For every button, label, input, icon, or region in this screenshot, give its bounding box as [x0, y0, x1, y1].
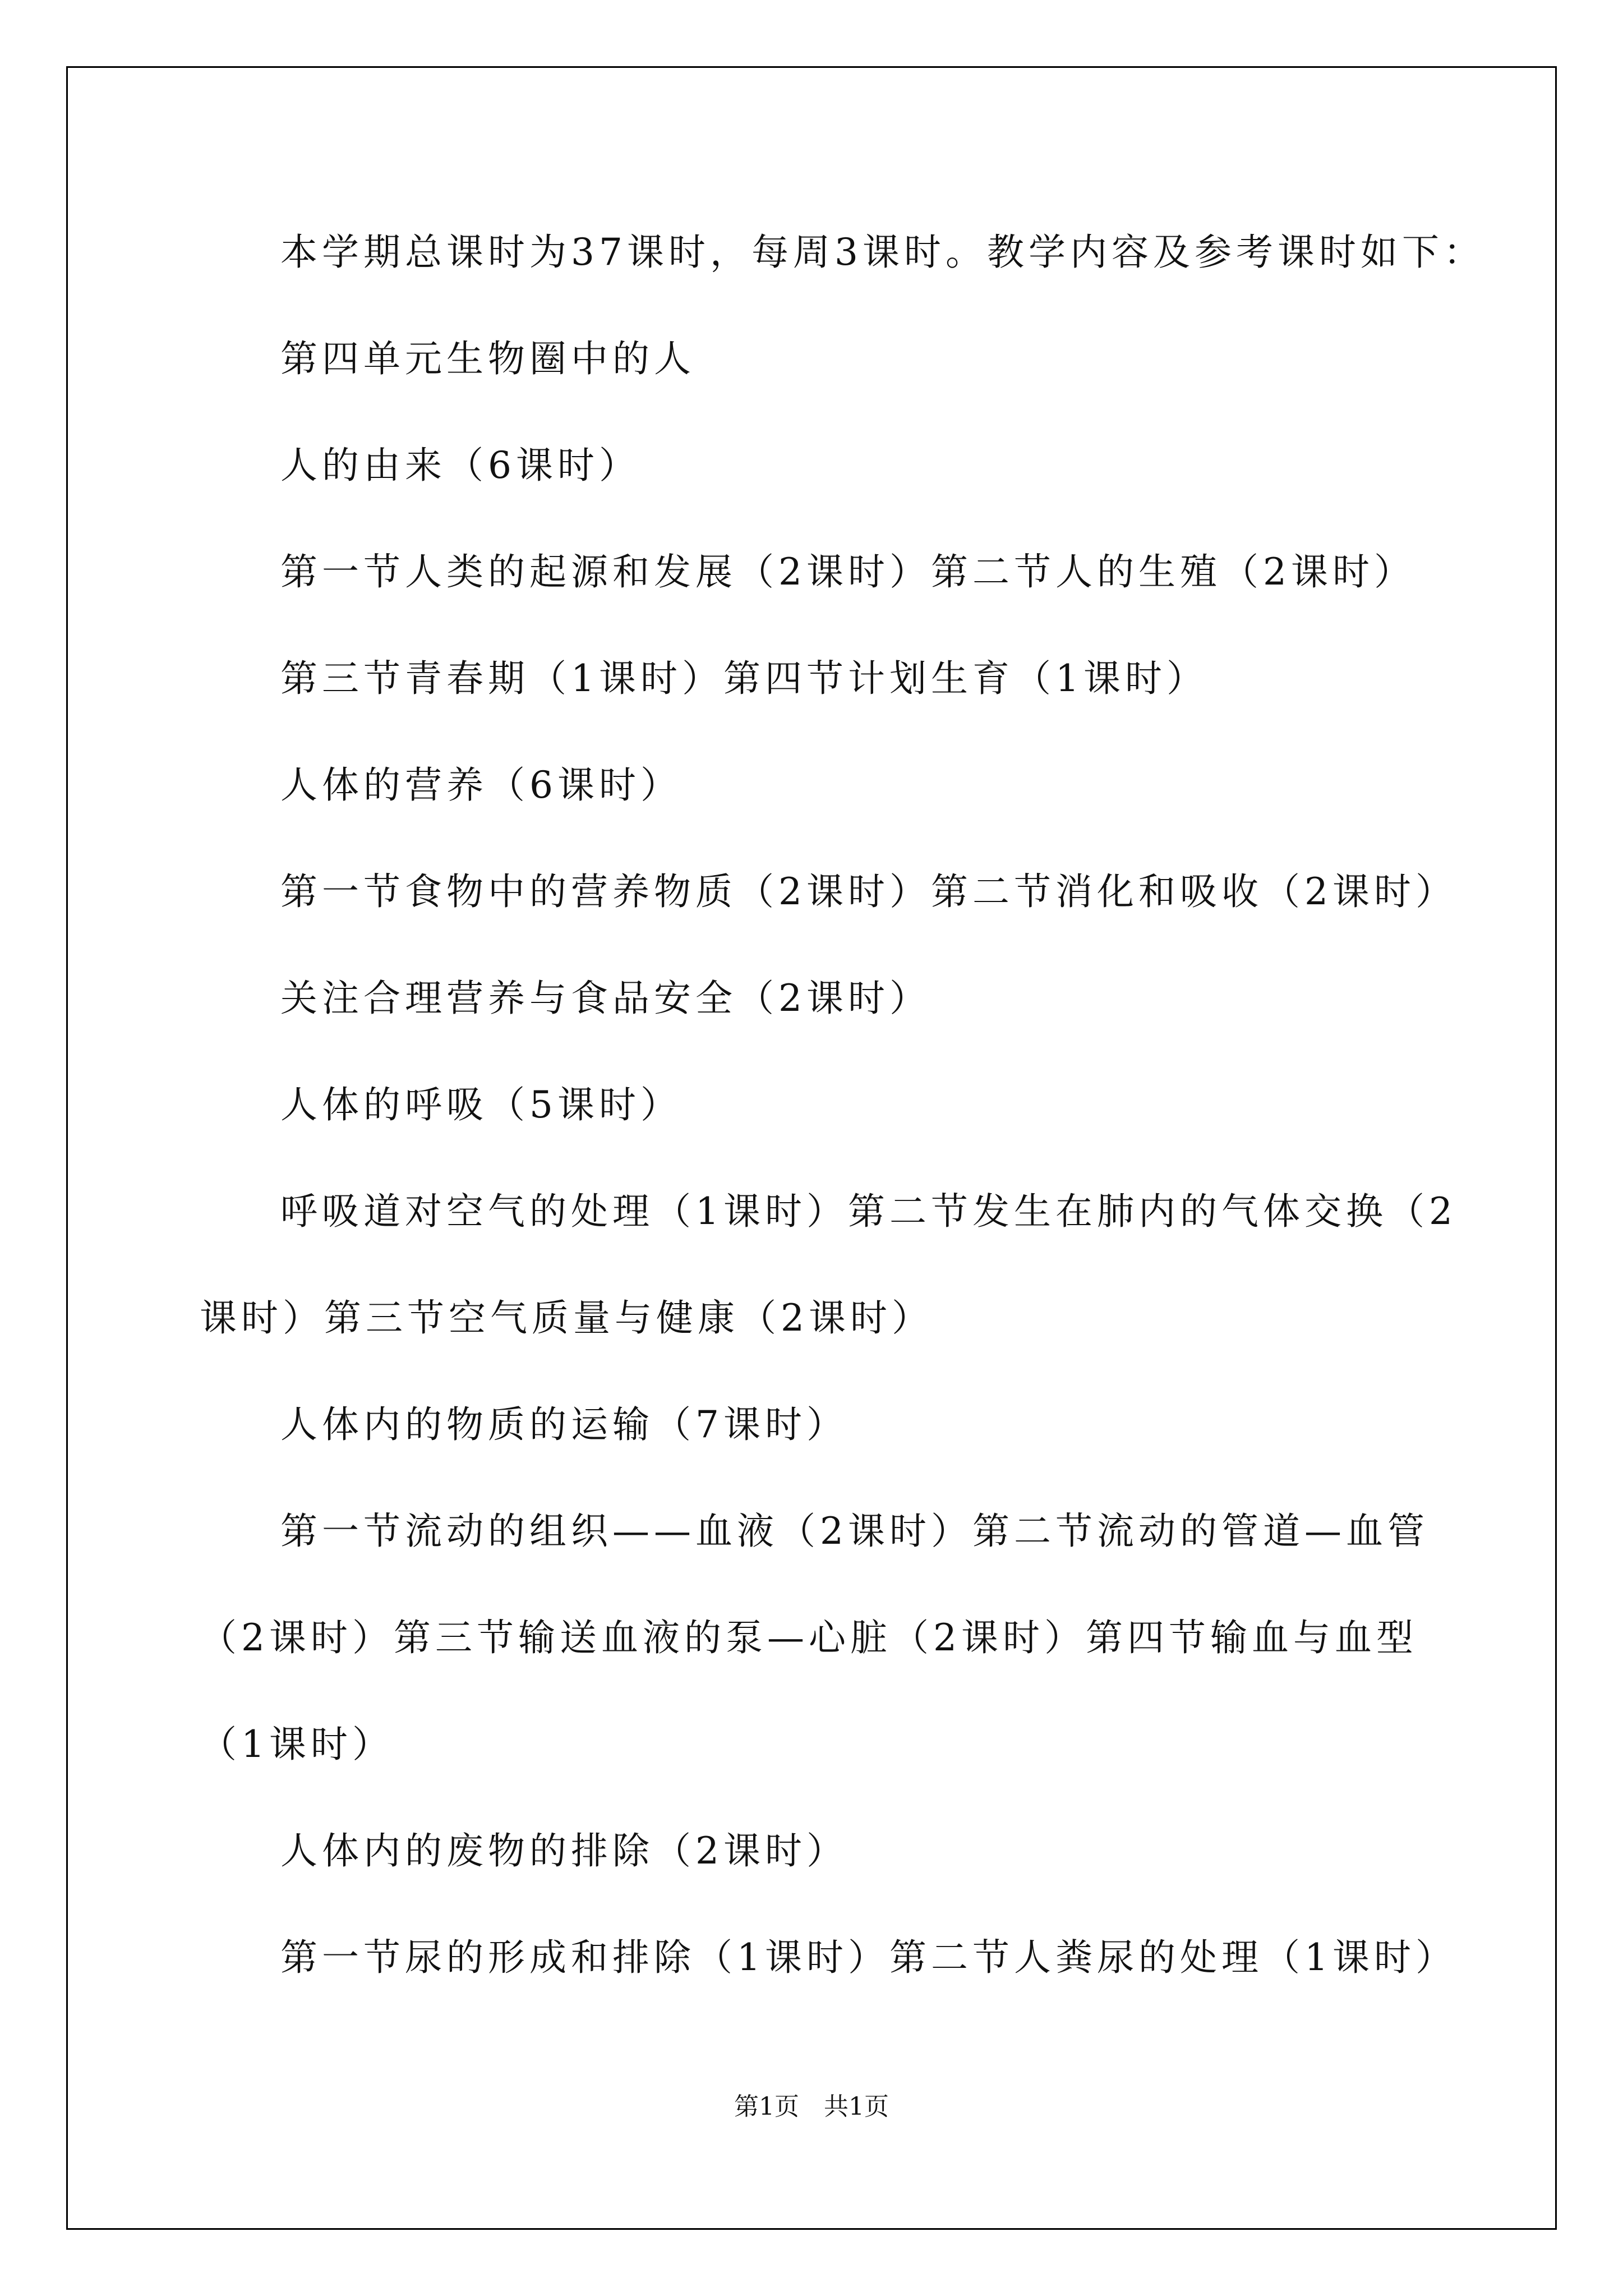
text-line: 人体内的废物的排除（2课时）: [280, 1829, 848, 1872]
text-line: （2课时）第三节输送血液的泵—心脏（2课时）第四节输血与血型: [200, 1616, 1418, 1659]
text-line: 呼吸道对空气的处理（1课时）第二节发生在肺内的气体交换（2: [280, 1190, 1457, 1233]
text-line: 人体内的物质的运输（7课时）: [280, 1403, 848, 1446]
page-footer: 第1页 共1页: [734, 2092, 889, 2121]
text-line: 第一节食物中的营养物质（2课时）第二节消化和吸收（2课时）: [280, 870, 1457, 913]
text-line: 本学期总课时为37课时，每周3课时。教学内容及参考课时如下：: [280, 231, 1485, 274]
text-line: 第一节尿的形成和排除（1课时）第二节人粪尿的处理（1课时）: [280, 1936, 1457, 1979]
text-line: 人体的呼吸（5课时）: [280, 1083, 682, 1126]
text-line: （1课时）: [200, 1723, 394, 1766]
text-line: 第四单元生物圈中的人: [280, 337, 695, 380]
page-border: [66, 66, 1557, 2230]
text-line: 课时）第三节空气质量与健康（2课时）: [200, 1296, 933, 1340]
text-line: 第一节流动的组织——血液（2课时）第二节流动的管道—血管: [280, 1510, 1429, 1553]
text-line: 人的由来（6课时）: [280, 444, 640, 487]
text-line: 人体的营养（6课时）: [280, 763, 682, 807]
text-line: 第一节人类的起源和发展（2课时）第二节人的生殖（2课时）: [280, 550, 1415, 593]
text-line: 第三节青春期（1课时）第四节计划生育（1课时）: [280, 657, 1208, 700]
text-line: 关注合理营养与食品安全（2课时）: [280, 977, 931, 1020]
